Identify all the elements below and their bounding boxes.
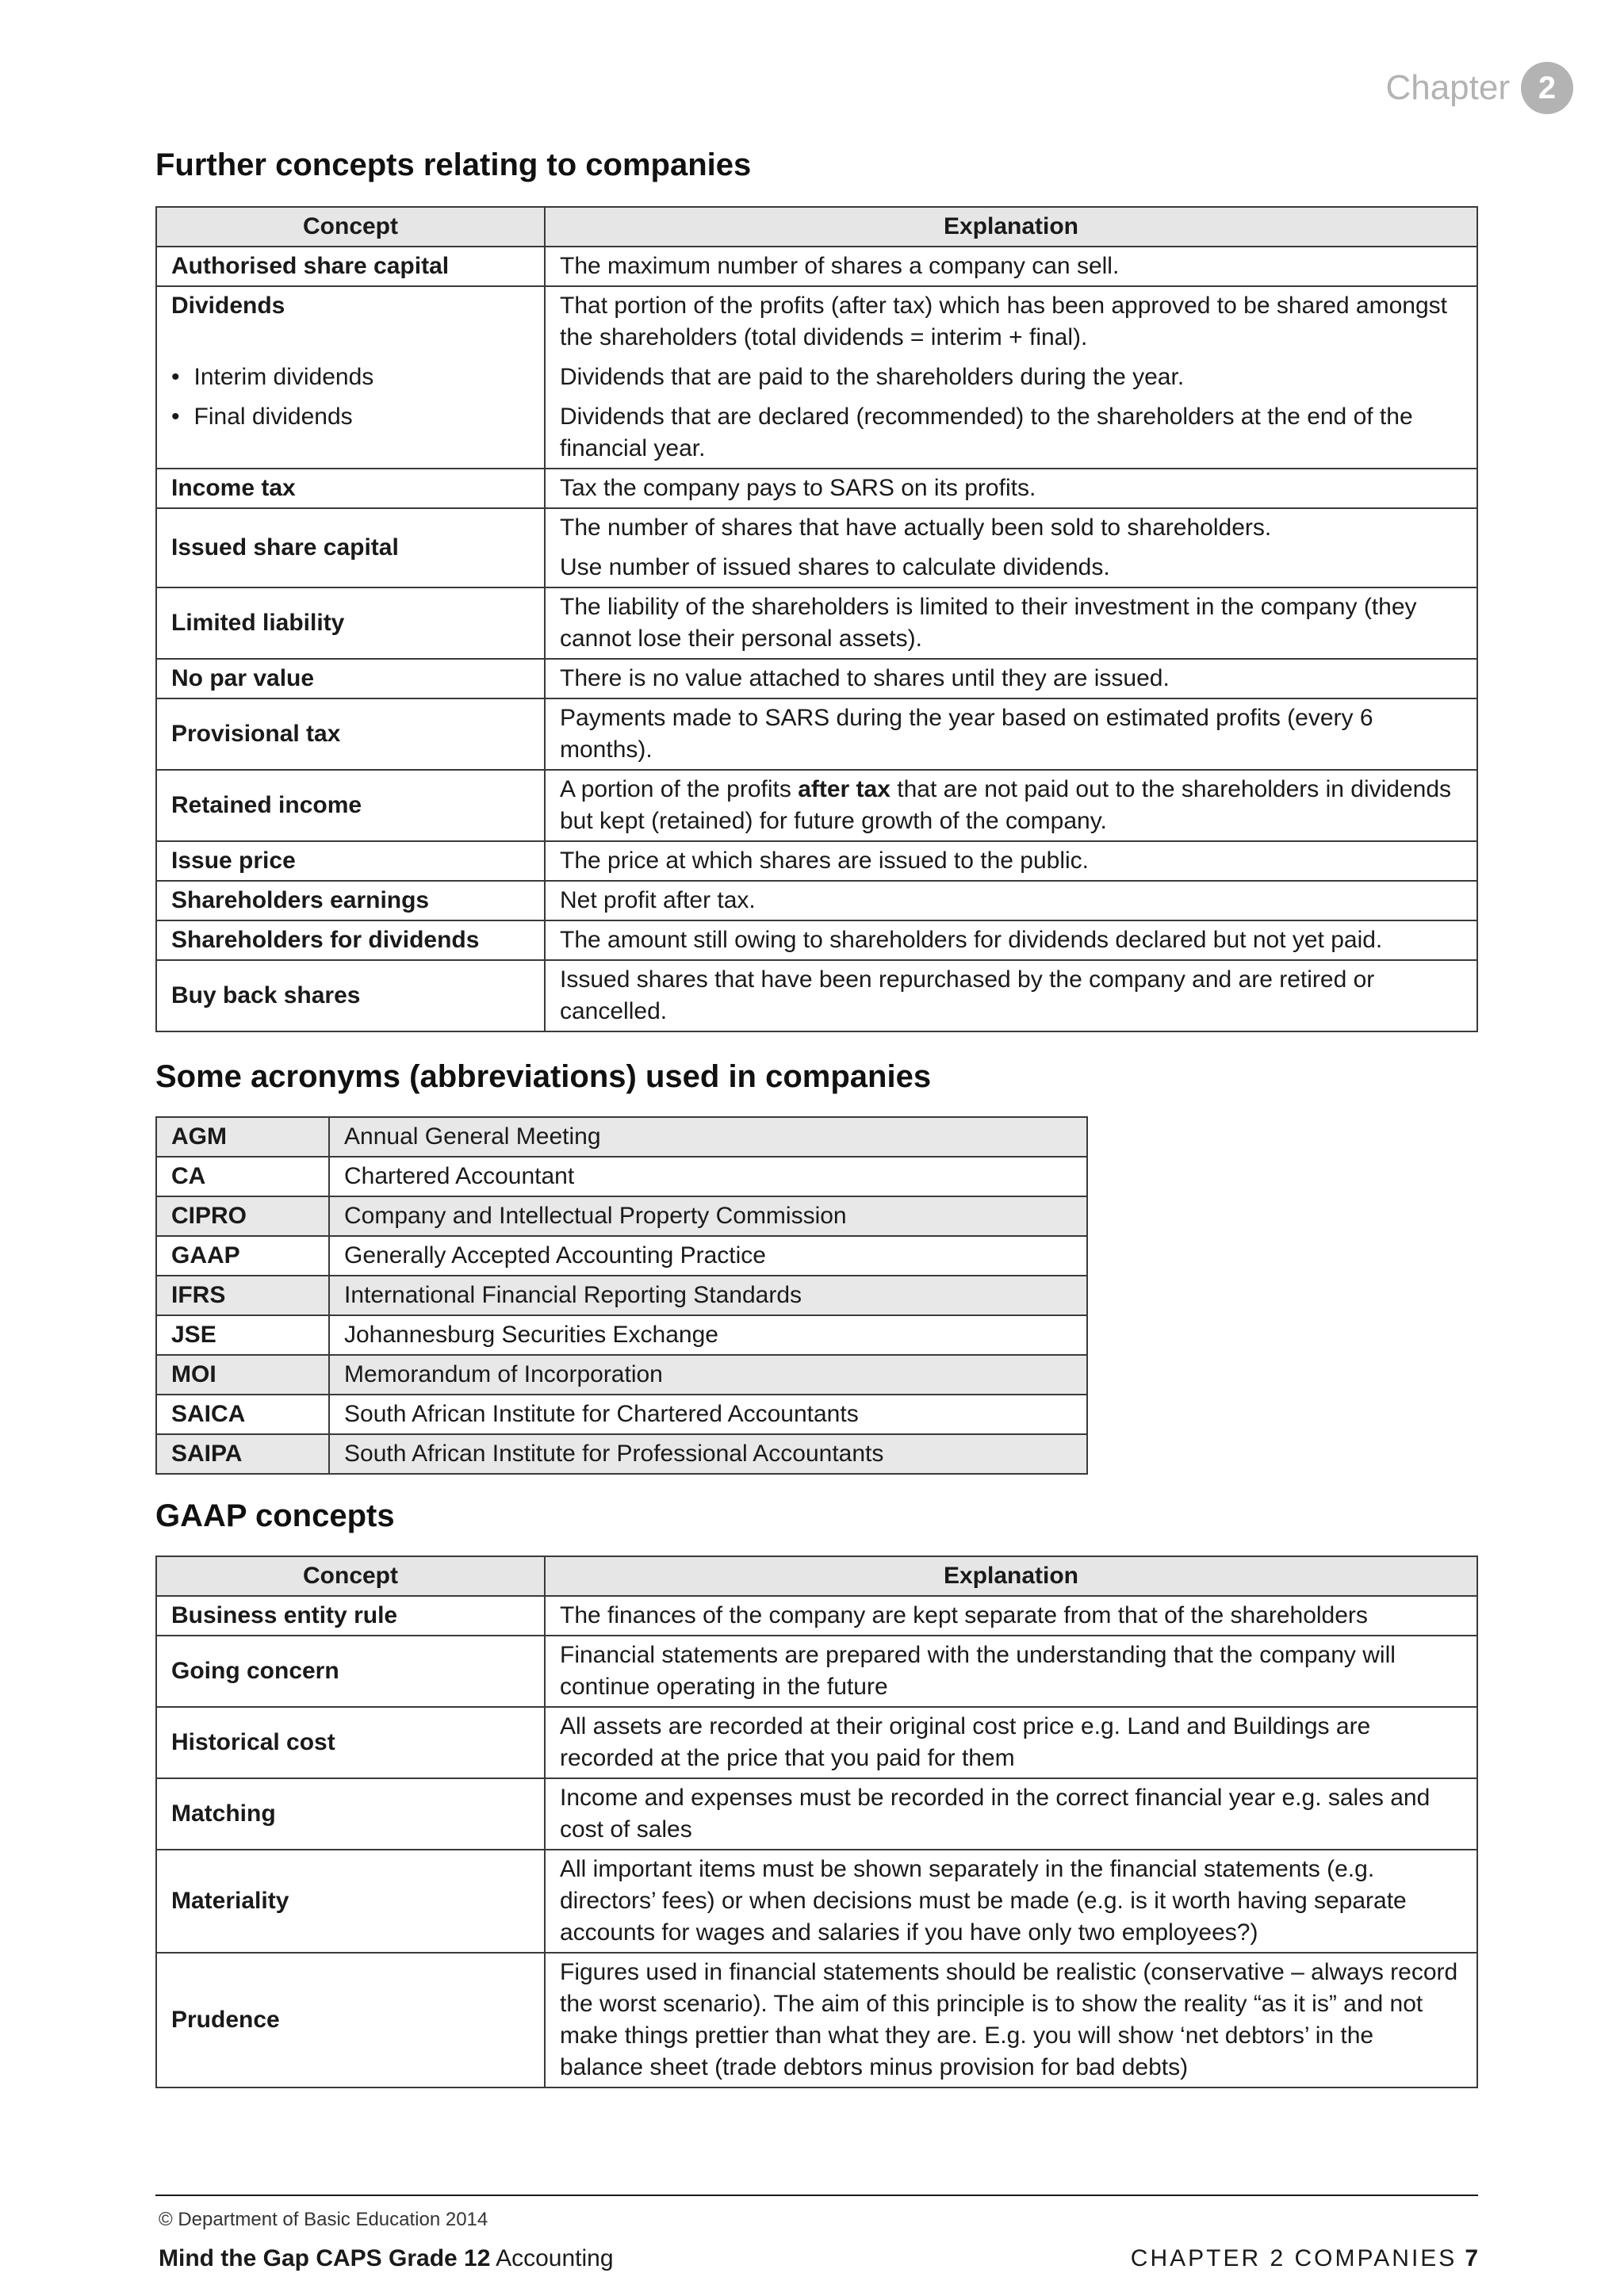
table-row (156, 1157, 1087, 1196)
copyright-notice: © Department of Basic Education 2014 (159, 2209, 488, 2230)
explanation-cell: The liability of the shareholders is limited to their investment in the company (they cannot lose their personal assets). (545, 587, 1477, 659)
retained-explanation-pre: A portion of the profits (560, 776, 799, 802)
meaning-cell: Annual General Meeting (329, 1117, 1087, 1157)
table-row (156, 1117, 1087, 1157)
explanation-cell (545, 286, 1477, 469)
interim-dividends-label: • Interim dividends (171, 362, 530, 393)
acronym-cell: CA (156, 1157, 329, 1196)
page-number: 7 (1465, 2245, 1478, 2271)
table-row (156, 1778, 1477, 1850)
meaning-cell: Chartered Accountant (329, 1157, 1087, 1196)
issued-explanation-1: The number of shares that have actually been sold to shareholders. (560, 515, 1272, 541)
table-row (156, 659, 1477, 698)
meaning-cell: South African Institute for Chartered Accountants (329, 1395, 1087, 1434)
explanation-cell: All important items must be shown separately in the financial statements (e.g. directors’ fees) or when decisions must be made (e.g. is it worth having separate accounts for wages and salaries if you have only two employees?) (545, 1850, 1477, 1953)
retained-explanation-bold: after tax (798, 776, 891, 802)
table-row (156, 1236, 1087, 1276)
meaning-cell: Johannesburg Securities Exchange (329, 1315, 1087, 1355)
concept-cell: No par value (156, 659, 545, 698)
acronym-cell: IFRS (156, 1276, 329, 1315)
table-row (156, 1850, 1477, 1953)
book-title: Mind the Gap CAPS Grade 12 (159, 2245, 491, 2271)
explanation-cell: The finances of the company are kept separate from that of the shareholders (545, 1596, 1477, 1636)
acronym-cell: JSE (156, 1315, 329, 1355)
footer-chapter-label: CHAPTER 2 COMPANIES (1130, 2245, 1457, 2271)
concept-cell (156, 286, 545, 469)
final-dividends-explanation: Dividends that are declared (recommended) to the shareholders at the end of the financial year. (560, 404, 1413, 461)
explanation-cell: Income and expenses must be recorded in the correct financial year e.g. sales and cost of sales (545, 1778, 1477, 1850)
concept-cell: Matching (156, 1778, 545, 1850)
chapter-number-badge: 2 (1521, 62, 1573, 114)
concept-cell: Going concern (156, 1636, 545, 1707)
final-dividends-label: • Final dividends (171, 401, 530, 433)
meaning-cell: International Financial Reporting Standards (329, 1276, 1087, 1315)
explanation-cell (545, 508, 1477, 587)
concept-cell: Retained income (156, 770, 545, 841)
acronym-cell: GAAP (156, 1236, 329, 1276)
table-row (156, 841, 1477, 881)
meaning-cell: Company and Intellectual Property Commission (329, 1196, 1087, 1236)
table-row (156, 698, 1477, 770)
table-row (156, 1355, 1087, 1395)
column-header-concept: Concept (156, 1556, 545, 1596)
further-concepts-table (155, 206, 1478, 1032)
table-row (156, 247, 1477, 286)
explanation-cell: Issued shares that have been repurchased by the company and are retired or cancelled. (545, 960, 1477, 1031)
table-row (156, 469, 1477, 508)
concept-cell: Buy back shares (156, 960, 545, 1031)
section-heading-further-concepts: Further concepts relating to companies (155, 147, 752, 182)
explanation-cell: The maximum number of shares a company can sell. (545, 247, 1477, 286)
retained-explanation-post: that are not paid out to the shareholders in dividends but kept (retained) for future growth of the company. (560, 776, 1452, 834)
table-row (156, 881, 1477, 920)
explanation-cell: Tax the company pays to SARS on its profits. (545, 469, 1477, 508)
explanation-cell: Financial statements are prepared with the understanding that the company will continue operating in the future (545, 1636, 1477, 1707)
section-heading-gaap: GAAP concepts (155, 1498, 395, 1533)
section-heading-acronyms: Some acronyms (abbreviations) used in companies (155, 1059, 932, 1094)
concept-cell: Limited liability (156, 587, 545, 659)
table-row (156, 1315, 1087, 1355)
concept-cell: Prudence (156, 1953, 545, 2087)
table-row (156, 1196, 1087, 1236)
column-header-concept: Concept (156, 207, 545, 247)
concept-cell: Shareholders for dividends (156, 920, 545, 960)
explanation-cell: Payments made to SARS during the year based on estimated profits (every 6 months). (545, 698, 1477, 770)
explanation-cell: All assets are recorded at their original cost price e.g. Land and Buildings are recorded at the price that you paid for them (545, 1707, 1477, 1778)
explanation-cell: There is no value attached to shares until they are issued. (545, 659, 1477, 698)
meaning-cell: Generally Accepted Accounting Practice (329, 1236, 1087, 1276)
issued-explanation-2: Use number of issued shares to calculate dividends. (560, 554, 1110, 580)
acronym-cell: CIPRO (156, 1196, 329, 1236)
explanation-cell: Net profit after tax. (545, 881, 1477, 920)
column-header-explanation: Explanation (545, 1556, 1477, 1596)
interim-dividends-explanation: Dividends that are paid to the shareholders during the year. (560, 364, 1185, 390)
gaap-concepts-table (155, 1556, 1478, 2088)
concept-cell: Issue price (156, 841, 545, 881)
concept-cell: Shareholders earnings (156, 881, 545, 920)
explanation-cell: Figures used in financial statements should be realistic (conservative – always record the worst scenario). The aim of this principle is to show the reality “as it is” and not make things prettier than what they are. E.g. you will show ‘net debtors’ in the balance sheet (trade debtors minus provision for bad debts) (545, 1953, 1477, 2087)
acronyms-table (155, 1116, 1088, 1475)
footer-divider (155, 2195, 1478, 2196)
table-row (156, 1707, 1477, 1778)
table-row (156, 770, 1477, 841)
table-row (156, 1953, 1477, 2087)
chapter-label: Chapter (1385, 68, 1510, 107)
explanation-cell: The price at which shares are issued to the public. (545, 841, 1477, 881)
acronym-cell: MOI (156, 1355, 329, 1395)
table-row (156, 508, 1477, 587)
dividends-explanation: That portion of the profits (after tax) which has been approved to be shared amongst the shareholders (total dividends = interim + final). (560, 293, 1447, 350)
concept-cell: Provisional tax (156, 698, 545, 770)
explanation-cell: The amount still owing to shareholders for dividends declared but not yet paid. (545, 920, 1477, 960)
table-row (156, 1395, 1087, 1434)
table-header-row (156, 1556, 1477, 1596)
table-row (156, 286, 1477, 469)
acronym-cell: SAICA (156, 1395, 329, 1434)
explanation-cell (545, 770, 1477, 841)
table-header-row (156, 207, 1477, 247)
column-header-explanation: Explanation (545, 207, 1477, 247)
concept-cell: Issued share capital (156, 508, 545, 587)
book-subject: Accounting (496, 2245, 614, 2271)
concept-cell: Authorised share capital (156, 247, 545, 286)
table-row (156, 1636, 1477, 1707)
concept-cell: Business entity rule (156, 1596, 545, 1636)
acronym-cell: SAIPA (156, 1434, 329, 1474)
table-row (156, 960, 1477, 1031)
concept-cell: Historical cost (156, 1707, 545, 1778)
footer-book-title (159, 2245, 614, 2272)
table-row (156, 1596, 1477, 1636)
table-row (156, 1276, 1087, 1315)
concept-cell: Materiality (156, 1850, 545, 1953)
meaning-cell: Memorandum of Incorporation (329, 1355, 1087, 1395)
acronym-cell: AGM (156, 1117, 329, 1157)
meaning-cell: South African Institute for Professional Accountants (329, 1434, 1087, 1474)
dividends-label: Dividends (171, 293, 285, 319)
chapter-tab (1385, 62, 1573, 114)
table-row (156, 587, 1477, 659)
concept-cell: Income tax (156, 469, 545, 508)
footer-chapter (1131, 2245, 1478, 2272)
table-row (156, 1434, 1087, 1474)
table-row (156, 920, 1477, 960)
